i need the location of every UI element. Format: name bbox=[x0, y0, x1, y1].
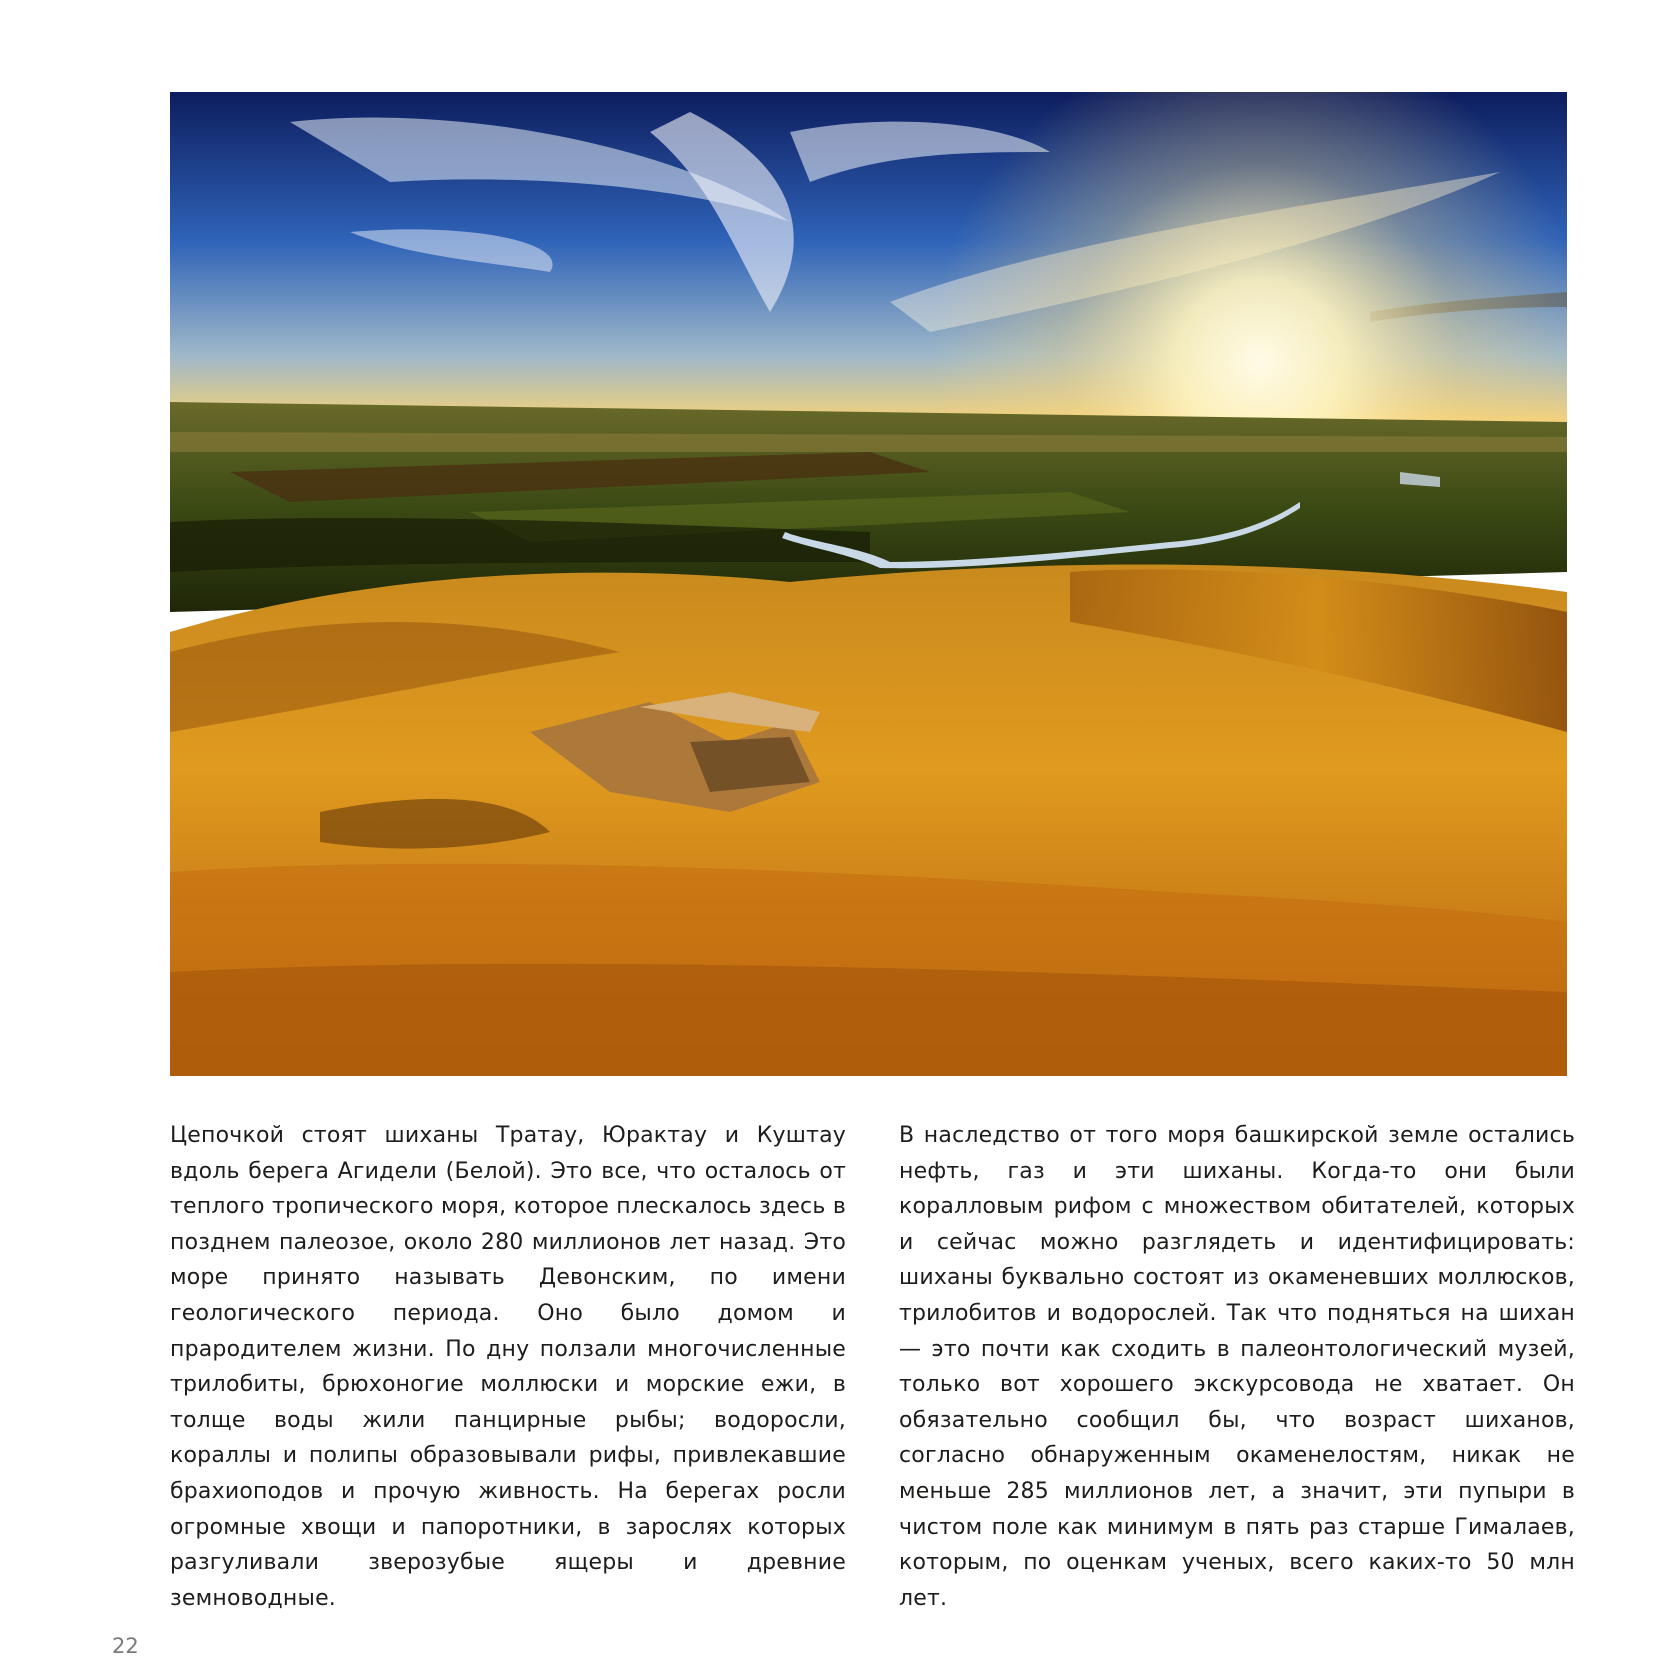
landscape-illustration bbox=[170, 92, 1567, 1076]
page-number: 22 bbox=[112, 1634, 139, 1658]
article-column-left: Цепочкой стоят шиханы Тратау, Юрактау и Куштау вдоль берега Агидели (Белой). Это все, что осталось от теплого тропического моря, которое плескалось здесь в позднем палеозое, около 280 миллионов лет назад. Это море принято называть Девонским, по имени геологического периода. Оно было домом и прародителем жизни. По дну ползали многочисленные трилобиты, брюхоногие моллюски и морские ежи, в толще воды жили панцирные рыбы; водоросли, кораллы и полипы образовывали рифы, привлекавшие брахиоподов и прочую живность. На берегах росли огромные хвощи и папоротники, в зарослях которых разгуливали зверозубые ящеры и древние земноводные. bbox=[170, 1123, 846, 1611]
landscape-photo bbox=[170, 92, 1567, 1076]
article-column-right: В наследство от того моря башкирской земле остались нефть, газ и эти шиханы. Когда-то они были коралловым рифом с множеством обитателей, которых и сейчас можно разглядеть и идентифицировать: шиханы буквально состоят из окаменевших моллюсков, трилобитов и водорослей. Так что подняться на шихан — это почти как сходить в палеонтологический музей, только вот хорошего экскурсовода не хватает. Он обязательно сообщил бы, что возраст шиханов, согласно обнаруженным окаменелостям, никак не меньше 285 миллионов лет, а значит, эти пупыри в чистом поле как минимум в пять раз старше Гималаев, которым, по оценкам ученых, всего каких-то 50 млн лет. bbox=[899, 1123, 1575, 1611]
